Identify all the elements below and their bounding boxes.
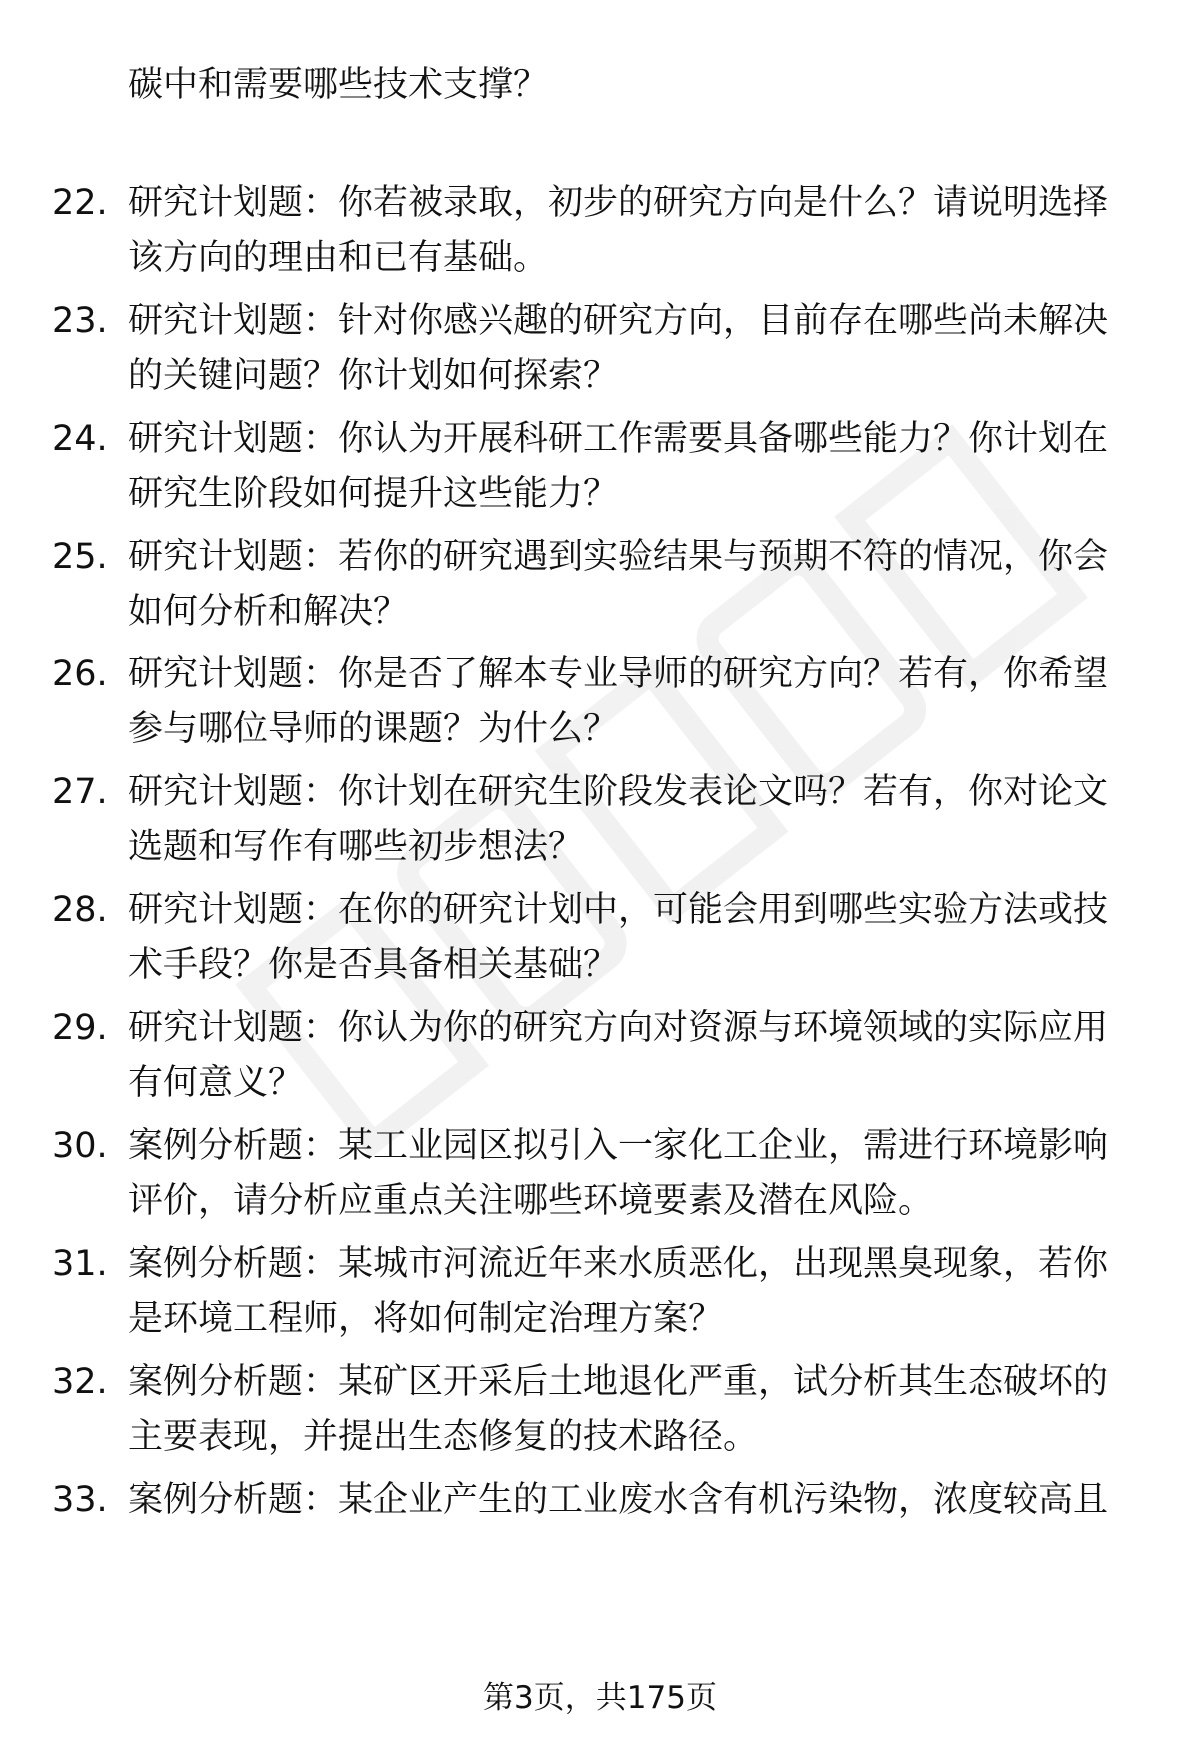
question-item xyxy=(0,1473,1200,1583)
question-number: 25. xyxy=(52,537,108,577)
question-text-line: 研究计划题：你是否了解本专业导师的研究方向？若有，你希望 xyxy=(128,654,1109,694)
question-text-line: 案例分析题：某城市河流近年来水质恶化，出现黑臭现象，若你 xyxy=(128,1244,1109,1284)
question-text-line: 研究计划题：你认为开展科研工作需要具备哪些能力？你计划在 xyxy=(128,419,1109,459)
question-item xyxy=(0,883,1200,993)
question-continuation-text: 碳中和需要哪些技术支撑？ xyxy=(128,65,549,105)
question-item xyxy=(0,294,1200,404)
question-item xyxy=(0,1355,1200,1465)
question-text-line: 案例分析题：某企业产生的工业废水含有机污染物，浓度较高且 xyxy=(128,1480,1109,1520)
question-text-line: 的关键问题？你计划如何探索？ xyxy=(128,356,619,396)
question-text-line: 研究计划题：你计划在研究生阶段发表论文吗？若有，你对论文 xyxy=(128,772,1109,812)
page-number-footer: 第3页，共175页 xyxy=(483,1680,717,1716)
question-text-line: 研究计划题：若你的研究遇到实验结果与预期不符的情况，你会 xyxy=(128,537,1109,577)
question-number: 32. xyxy=(52,1362,108,1402)
question-text-line: 案例分析题：某矿区开采后土地退化严重，试分析其生态破坏的 xyxy=(128,1362,1109,1402)
question-text-line: 如何分析和解决？ xyxy=(128,592,409,632)
question-text-line: 研究生阶段如何提升这些能力？ xyxy=(128,474,619,514)
question-text-line: 有何意义？ xyxy=(128,1063,304,1103)
question-number: 23. xyxy=(52,301,108,341)
question-number: 31. xyxy=(52,1244,108,1284)
question-text-line: 该方向的理由和已有基础。 xyxy=(128,238,549,278)
question-item xyxy=(0,1119,1200,1229)
question-text-line: 评价，请分析应重点关注哪些环境要素及潜在风险。 xyxy=(128,1181,934,1221)
question-text-line: 研究计划题：你若被录取，初步的研究方向是什么？请说明选择 xyxy=(128,183,1109,223)
question-text-line: 是环境工程师，将如何制定治理方案？ xyxy=(128,1299,724,1339)
question-number: 28. xyxy=(52,890,108,930)
question-number: 27. xyxy=(52,772,108,812)
question-item xyxy=(0,530,1200,640)
question-number: 29. xyxy=(52,1008,108,1048)
question-item xyxy=(0,647,1200,757)
question-number: 26. xyxy=(52,654,108,694)
question-item xyxy=(0,1001,1200,1111)
question-text-line: 研究计划题：针对你感兴趣的研究方向，目前存在哪些尚未解决 xyxy=(128,301,1109,341)
question-item xyxy=(0,1237,1200,1347)
question-number: 33. xyxy=(52,1480,108,1520)
question-text-line: 案例分析题：某工业园区拟引入一家化工企业，需进行环境影响 xyxy=(128,1126,1109,1166)
question-text-line: 研究计划题：在你的研究计划中，可能会用到哪些实验方法或技 xyxy=(128,890,1109,930)
question-number: 22. xyxy=(52,183,108,223)
question-item xyxy=(0,412,1200,522)
question-number: 24. xyxy=(52,419,108,459)
question-text-line: 研究计划题：你认为你的研究方向对资源与环境领域的实际应用 xyxy=(128,1008,1109,1048)
question-item xyxy=(0,176,1200,286)
question-text-line: 主要表现，并提出生态修复的技术路径。 xyxy=(128,1417,759,1457)
question-number: 30. xyxy=(52,1126,108,1166)
question-item xyxy=(0,765,1200,875)
question-text-line: 术手段？你是否具备相关基础？ xyxy=(128,945,619,985)
question-text-line: 参与哪位导师的课题？为什么？ xyxy=(128,709,619,749)
question-text-line: 选题和写作有哪些初步想法？ xyxy=(128,827,584,867)
